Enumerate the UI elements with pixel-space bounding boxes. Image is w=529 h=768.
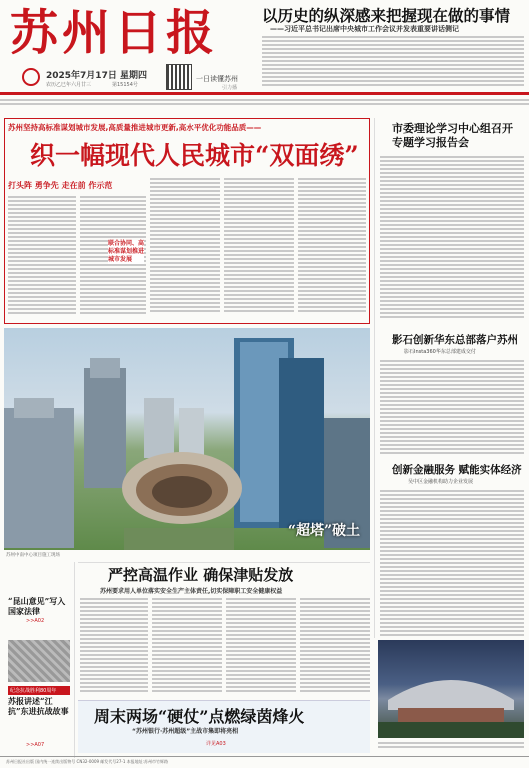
main-photo: [4, 328, 370, 550]
heat-col-1: [80, 598, 148, 696]
logo-seal-icon: [22, 68, 40, 86]
heat-col-3: [226, 598, 296, 696]
photo-caption: 苏州中南中心项目施工现场: [6, 553, 60, 558]
city-skyline-graphic: [4, 328, 370, 550]
left-item-2-image: [8, 640, 70, 682]
left-item-1-ref[interactable]: >>A02: [26, 618, 45, 624]
lead-col-1: [8, 196, 76, 316]
top-story-body: [262, 36, 524, 88]
lead-story-title: 织一幅现代人民城市“双面绣”: [30, 141, 359, 170]
lead-col-4: [224, 178, 294, 316]
right-story-3-title: 创新金融服务 赋能实体经济: [392, 464, 522, 476]
masthead-lunar: 农历乙巳年六月廿三: [46, 82, 92, 88]
heat-col-2: [152, 598, 222, 696]
right-story-2-body: [380, 360, 524, 456]
right-story-2-title: 影石创新华东总部落户苏州: [392, 334, 518, 346]
right-story-3-subtitle: 吴中区金融机构助力企业发展: [408, 479, 474, 485]
heat-story-title: 严控高温作业 确保津贴发放: [108, 566, 294, 584]
stadium-graphic: [378, 640, 524, 738]
right-story-1-title: 市委理论学习中心组召开专题学习报告会: [392, 122, 513, 149]
masthead-title: 苏州日报: [10, 5, 219, 61]
heat-story-rule: [78, 562, 370, 563]
stadium-photo: [378, 640, 524, 738]
photo-label: “超塔”破土: [287, 523, 360, 539]
header-info-strip: [0, 99, 529, 109]
lead-col-5: [298, 178, 366, 316]
right-story-1-body: [380, 156, 524, 322]
footer-text: 苏州日报社出版 国内统一连续出版物号 CN32-0009 邮发代号27-1 本报地址:苏州市竹辉路: [6, 759, 169, 764]
right-col-divider: [374, 118, 375, 638]
top-story-subtitle: ——习近平总书记出席中央城市工作会议并发表重要讲话侧记: [270, 25, 459, 33]
masthead-issue: 第15154号: [112, 82, 138, 88]
bottom-story-ref[interactable]: 详见A03: [206, 741, 226, 747]
left-item-2-title: 苏报讲述“江抗”东进抗战故事: [8, 696, 69, 716]
right-story-2-subtitle: 影石Insta360华东总部建成交付: [404, 349, 476, 355]
stadium-caption: [378, 742, 524, 752]
qr-caption: 一日读懂苏州: [196, 75, 238, 83]
heat-col-4: [300, 598, 370, 696]
left-item-2-kicker: 纪念抗战胜利80周年: [8, 686, 70, 695]
left-item-2-ref[interactable]: >>A07: [26, 742, 45, 748]
right-story-3-body: [380, 490, 524, 638]
lead-story-kicker: 苏州坚持高标准谋划城市发展,高质量推进城市更新,高水平优化功能品质——: [8, 123, 262, 132]
footer-rule: [0, 756, 529, 757]
header-rule: [0, 92, 529, 95]
app-label: 引力播: [222, 85, 238, 91]
bottom-story-subtitle: “苏州银行·苏州超级”主战市集即将亮相: [132, 728, 239, 735]
left-item-1-title: “昆山意见”写入国家法律: [8, 596, 66, 616]
lead-pull-quote: 联合协同、高标准谋划推进城市发展: [108, 240, 145, 263]
bottom-story-title: 周末两场“硬仗”点燃绿茵烽火: [94, 707, 305, 726]
lead-story-tags: 打头阵 勇争先 走在前 作示范: [8, 181, 113, 190]
left-col-divider: [74, 562, 75, 758]
top-story-title: 以历史的纵深感来把握现在做的事情: [262, 6, 511, 25]
heat-story-subtitle: 苏州要求用人单位落实安全生产主体责任,切实保障职工安全健康权益: [100, 588, 283, 595]
lead-col-3: [150, 178, 220, 316]
qr-code-icon[interactable]: [166, 64, 192, 90]
masthead-date: 2025年7月17日 星期四: [46, 71, 147, 81]
